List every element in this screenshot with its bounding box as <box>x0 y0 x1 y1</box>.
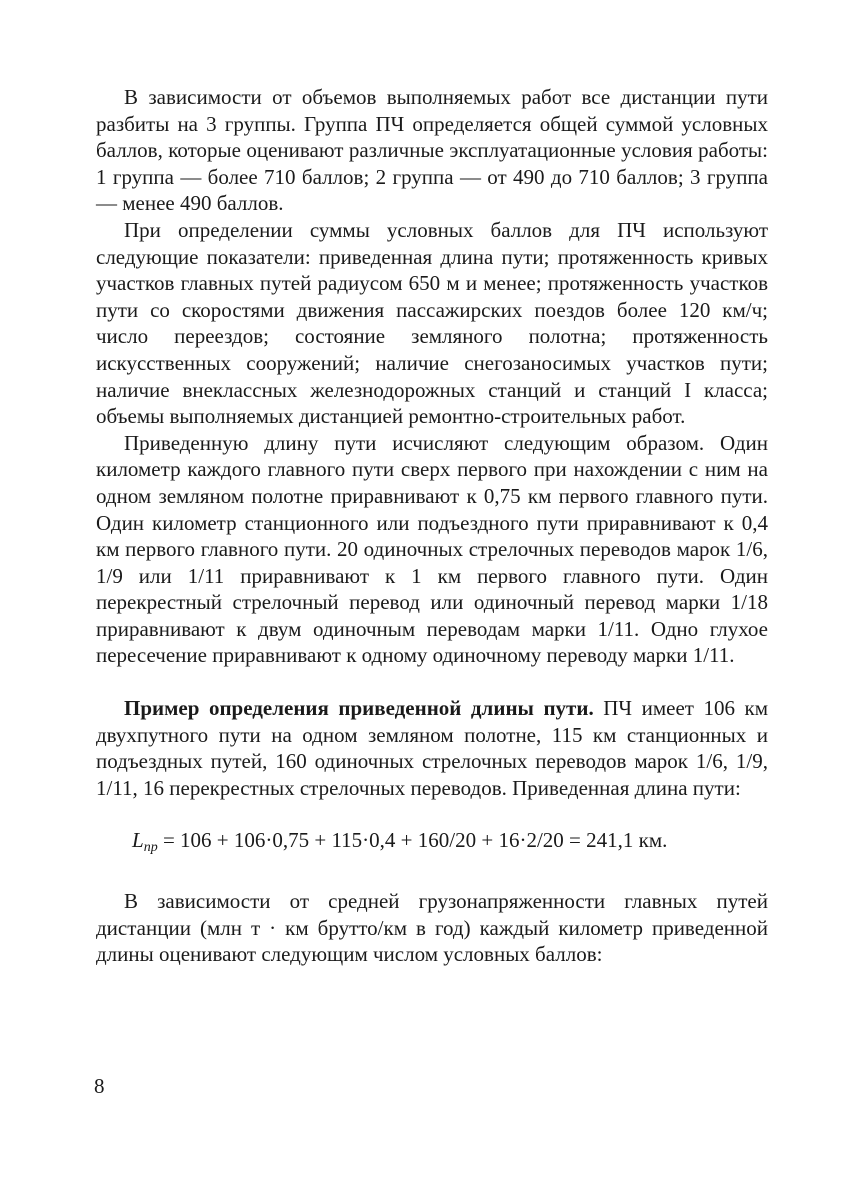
example-heading: Пример определения приведенной длины пути. <box>124 696 594 721</box>
paragraph-score-intro: В зависимости от средней грузонапряженности главных путей дистанции (млн т · км брутто/км в год) каждый километр приведенной длины оценивают следующим числом условных баллов: <box>96 889 768 967</box>
paragraph-example <box>96 695 768 801</box>
formula-symbol: L <box>132 828 144 853</box>
paragraph-indicators: При определении суммы условных баллов для ПЧ используют следующие показатели: приведенная длина пути; протяженность кривых участков главных путей радиусом 650 м и менее; протяженность участков пути со скоростями движения пассажирских поездов более 120 км/ч; число переездов; состояние земляного полотна; протяженность искусственных сооружений; наличие снегозаносимых участков пути; наличие внеклассных железнодорожных станций и станций I класса; объемы выполняемых дистанцией ремонтно-строительных работ. <box>96 217 768 429</box>
paragraph-reduced-length-rules: Приведенную длину пути исчисляют следующим образом. Один километр каждого главного пути сверх первого при нахождении с ним на одном земляном полотне приравнивают к 0,75 км первого главного пути. Один километр станционного или подъездного пути приравнивают к 0,4 км первого главного пути. 20 одиночных стрелочных переводов марок 1/6, 1/9 или 1/11 приравнивают к 1 км первого главного пути. Один перекрестный стрелочный перевод или одиночный перевод марки 1/18 приравнивают к двум одиночным переводам марки 1/11. Одно глухое пересечение приравнивают к одному одиночному переводу марки 1/11. <box>96 430 768 668</box>
formula-expression: = 106 + 106·0,75 + 115·0,4 + 160/20 + 16·2/20 = 241,1 км. <box>157 828 668 853</box>
page-body <box>96 84 768 968</box>
formula <box>96 827 768 862</box>
formula-subscript: пр <box>143 840 158 856</box>
page-number: 8 <box>94 1074 105 1098</box>
example-text: ПЧ имеет 106 км двухпутного пути на одном земляном полотне, 115 км станционных и подъездных путей, 160 одиночных стрелочных переводов марок 1/6, 1/9, 1/11, 16 перекрестных стрелочных переводов. Приведенная длина пути: <box>96 696 768 800</box>
paragraph-groups: В зависимости от объемов выполняемых работ все дистанции пути разбиты на 3 группы. Группа ПЧ определяется общей суммой условных баллов, которые оценивают различные эксплуатационные условия работы: 1 группа — более 710 баллов; 2 группа — от 490 до 710 баллов; 3 группа — менее 490 баллов. <box>96 85 768 216</box>
